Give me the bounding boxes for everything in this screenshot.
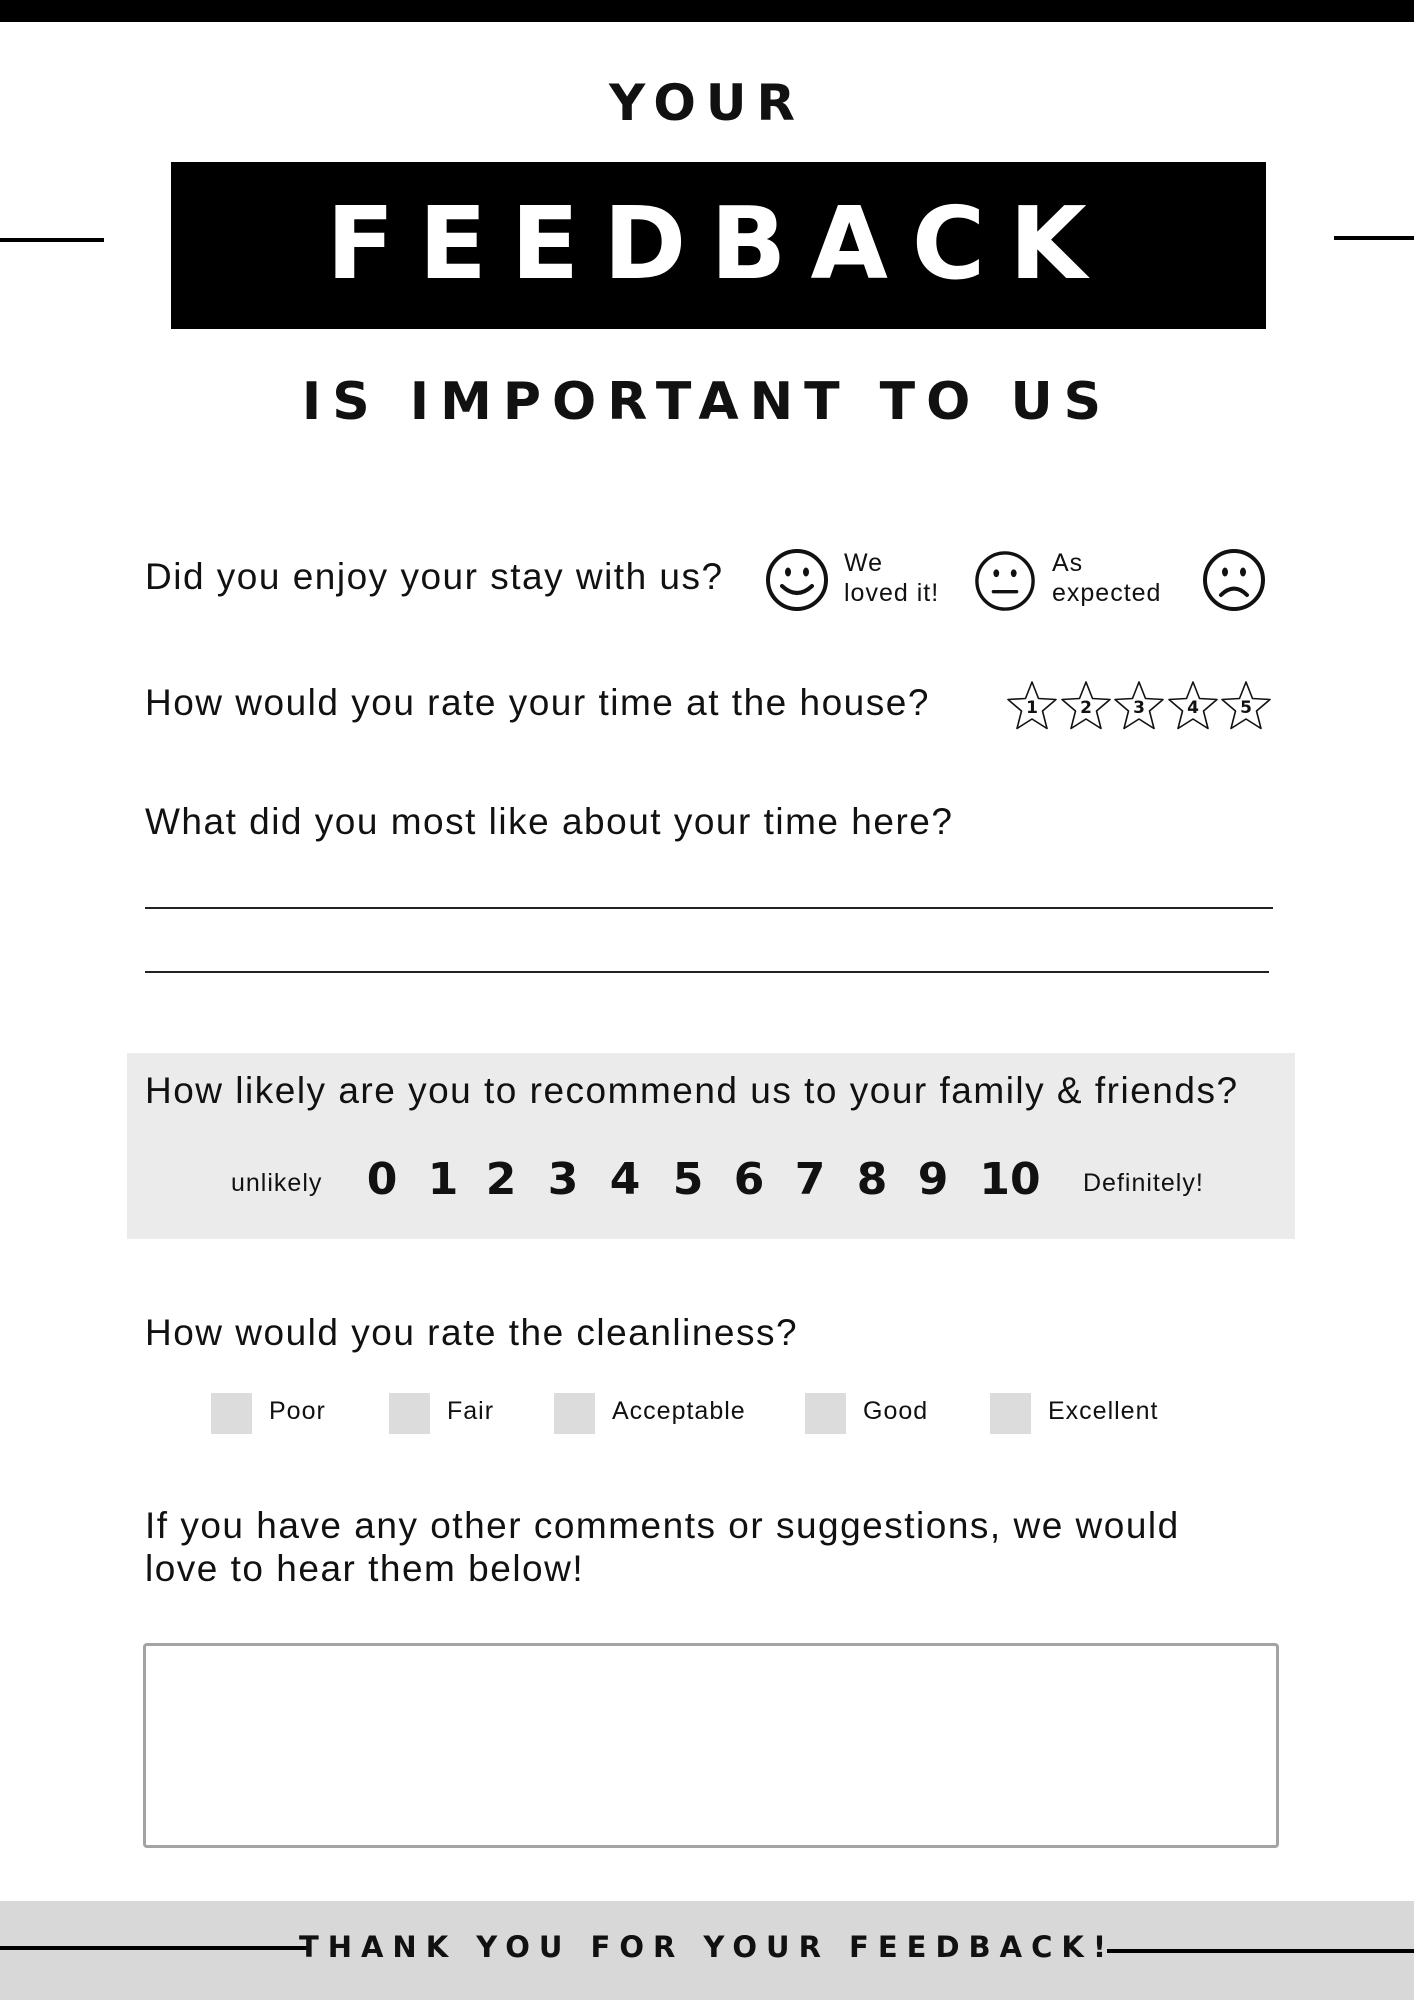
title-your: YOUR xyxy=(608,74,806,132)
scale-number-10[interactable]: 10 xyxy=(979,1154,1041,1205)
scale-number-6[interactable]: 6 xyxy=(733,1154,765,1205)
rating-star-number: 5 xyxy=(1240,698,1252,718)
option-loved-line1: We xyxy=(844,549,884,577)
option-label-poor: Poor xyxy=(269,1397,326,1425)
top-border-bar xyxy=(0,0,1414,22)
question-comments-line2: love to hear them below! xyxy=(145,1548,585,1589)
rating-star-5[interactable] xyxy=(1220,680,1272,732)
question-enjoy: Did you enjoy your stay with us? xyxy=(145,556,724,597)
rating-star-number: 3 xyxy=(1133,698,1145,718)
rating-star-3[interactable] xyxy=(1113,680,1165,732)
rating-star-1[interactable] xyxy=(1006,680,1058,732)
title-feedback: FEEDBACK xyxy=(326,185,1111,302)
option-label-good: Good xyxy=(863,1397,929,1425)
rating-star-2[interactable] xyxy=(1060,680,1112,732)
scale-number-1[interactable]: 1 xyxy=(427,1154,459,1205)
checkbox-acceptable[interactable] xyxy=(554,1393,595,1434)
option-loved-line2: loved it! xyxy=(844,579,940,607)
checkbox-good[interactable] xyxy=(805,1393,846,1434)
scale-high-label: Definitely! xyxy=(1083,1169,1204,1197)
title-important: IS IMPORTANT TO US xyxy=(301,372,1113,432)
question-recommend: How likely are you to recommend us to your family & friends? xyxy=(145,1070,1239,1111)
scale-number-5[interactable]: 5 xyxy=(672,1154,704,1205)
option-label-acceptable: Acceptable xyxy=(612,1397,746,1425)
question-rating: How would you rate your time at the house? xyxy=(145,682,930,723)
option-expected-line2: expected xyxy=(1052,579,1162,607)
option-loved-label xyxy=(844,548,939,608)
option-label-fair: Fair xyxy=(447,1397,495,1425)
right-decor-line xyxy=(1334,236,1414,240)
scale-number-7[interactable]: 7 xyxy=(794,1154,826,1205)
rating-star-number: 4 xyxy=(1186,698,1199,718)
smile-face-icon[interactable] xyxy=(765,548,829,612)
rating-star-4[interactable] xyxy=(1167,680,1219,732)
option-expected-label xyxy=(1052,548,1161,608)
sad-face-icon[interactable] xyxy=(1202,548,1266,612)
checkbox-fair[interactable] xyxy=(389,1393,430,1434)
question-comments-line1: If you have any other comments or suggestions, we would xyxy=(145,1505,1180,1546)
answer-line-1[interactable] xyxy=(145,907,1273,909)
answer-line-2[interactable] xyxy=(145,971,1269,973)
rating-star-number: 1 xyxy=(1026,698,1038,718)
scale-number-0[interactable]: 0 xyxy=(366,1154,398,1205)
option-expected-line1: As xyxy=(1052,549,1084,577)
comments-textbox[interactable] xyxy=(143,1643,1279,1848)
question-liked: What did you most like about your time here? xyxy=(145,801,954,842)
scale-low-label: unlikely xyxy=(231,1169,323,1197)
checkbox-excellent[interactable] xyxy=(990,1393,1031,1434)
option-label-excellent: Excellent xyxy=(1048,1397,1159,1425)
checkbox-poor[interactable] xyxy=(211,1393,252,1434)
scale-number-2[interactable]: 2 xyxy=(485,1154,517,1205)
left-decor-line xyxy=(0,238,104,242)
question-cleanliness: How would you rate the cleanliness? xyxy=(145,1312,799,1353)
scale-number-3[interactable]: 3 xyxy=(547,1154,579,1205)
neutral-face-icon[interactable] xyxy=(974,550,1036,612)
rating-star-number: 2 xyxy=(1079,698,1092,718)
scale-number-8[interactable]: 8 xyxy=(856,1154,888,1205)
footer-thanks: THANK YOU FOR YOUR FEEDBACK! xyxy=(298,1930,1116,1964)
scale-number-4[interactable]: 4 xyxy=(609,1154,641,1205)
scale-number-9[interactable]: 9 xyxy=(917,1154,949,1205)
